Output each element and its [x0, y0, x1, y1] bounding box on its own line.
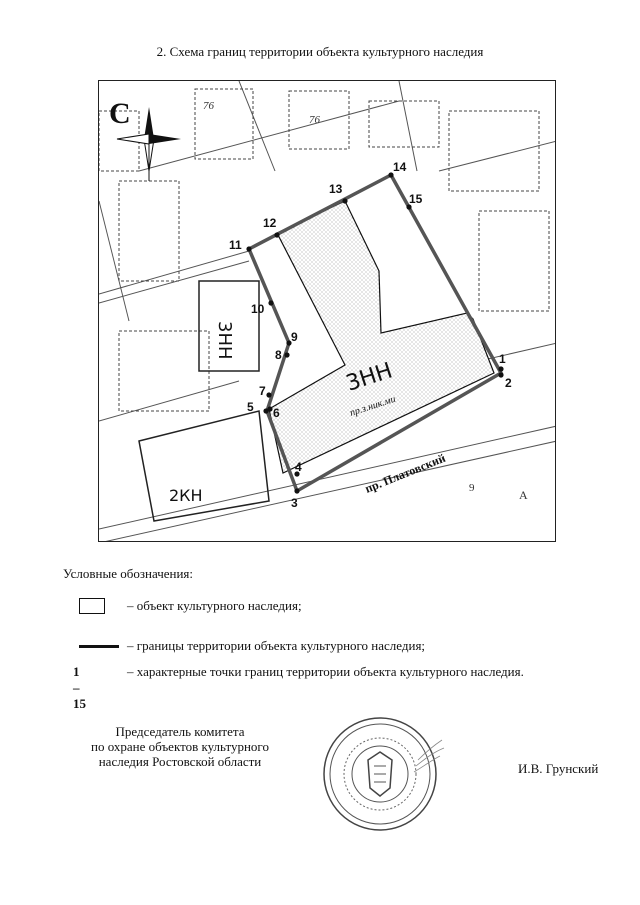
background-number: 76 — [203, 100, 214, 112]
point-label-8: 8 — [275, 348, 282, 362]
point-label-6: 6 — [273, 406, 280, 420]
point-label-5: 5 — [247, 400, 254, 414]
boundary-point — [498, 372, 503, 377]
background-building — [119, 181, 179, 281]
boundary-point — [498, 366, 503, 371]
building-label-main: 3НН — [343, 358, 396, 397]
boundary-point — [274, 232, 279, 237]
legend-text: – характерные точки границ территории объекта культурного наследия. — [127, 664, 524, 679]
background-building — [119, 331, 209, 411]
signatory-title-line: по охране объектов культурного — [91, 739, 269, 754]
point-label-13: 13 — [329, 182, 343, 196]
page-title: 2. Схема границ территории объекта культурного наследия — [156, 44, 484, 59]
point-label-4: 4 — [295, 460, 302, 474]
background-building — [449, 111, 539, 191]
boundary-map — [98, 80, 556, 542]
point-label-10: 10 — [251, 302, 265, 316]
point-label-3: 3 — [291, 496, 298, 510]
building-label-bottom: 2КН — [169, 486, 203, 505]
boundary-point — [246, 246, 251, 251]
point-label-7: 7 — [259, 384, 266, 398]
neighbor-building — [139, 411, 269, 521]
heritage-object — [269, 201, 494, 473]
point-label-11: 11 — [229, 238, 242, 252]
legend-text: – границы территории объекта культурного наследия; — [127, 638, 426, 653]
legend-text: – объект культурного наследия; — [127, 598, 302, 613]
signer-name: И.В. Грунский — [518, 761, 599, 776]
signatory-title — [60, 724, 300, 769]
building-label-left: 3НН — [214, 321, 235, 360]
point-label-12: 12 — [263, 216, 277, 230]
signatory-title-line: наследия Ростовской области — [98, 754, 262, 769]
north-label: С — [109, 97, 131, 130]
legend-heritage-symbol — [79, 598, 105, 614]
boundary-point — [284, 352, 289, 357]
boundary-point — [294, 488, 299, 493]
point-label-15: 15 — [409, 192, 423, 206]
official-seal — [318, 710, 448, 840]
legend-points-symbol: 1 – 15 — [73, 664, 86, 711]
background-number: 9 — [469, 482, 475, 494]
point-label-14: 14 — [393, 160, 407, 174]
boundary-point — [266, 392, 271, 397]
street-label: пр. Платовский — [362, 450, 448, 496]
map-canvas — [99, 81, 556, 542]
background-number: 76 — [309, 114, 320, 126]
boundary-point — [267, 406, 272, 411]
legend-boundary-symbol — [79, 645, 119, 648]
legend-title: Условные обозначения: — [63, 566, 194, 581]
boundary-point — [342, 198, 347, 203]
point-label-1: 1 — [499, 352, 506, 366]
signatory-title-line: Председатель комитета — [115, 724, 245, 739]
boundary-point — [268, 300, 273, 305]
background-building — [479, 211, 549, 311]
background-number: A — [519, 488, 528, 502]
building-label-sub: пр.з.ник.ми — [348, 393, 398, 419]
point-label-9: 9 — [291, 330, 298, 344]
point-label-2: 2 — [505, 376, 512, 390]
